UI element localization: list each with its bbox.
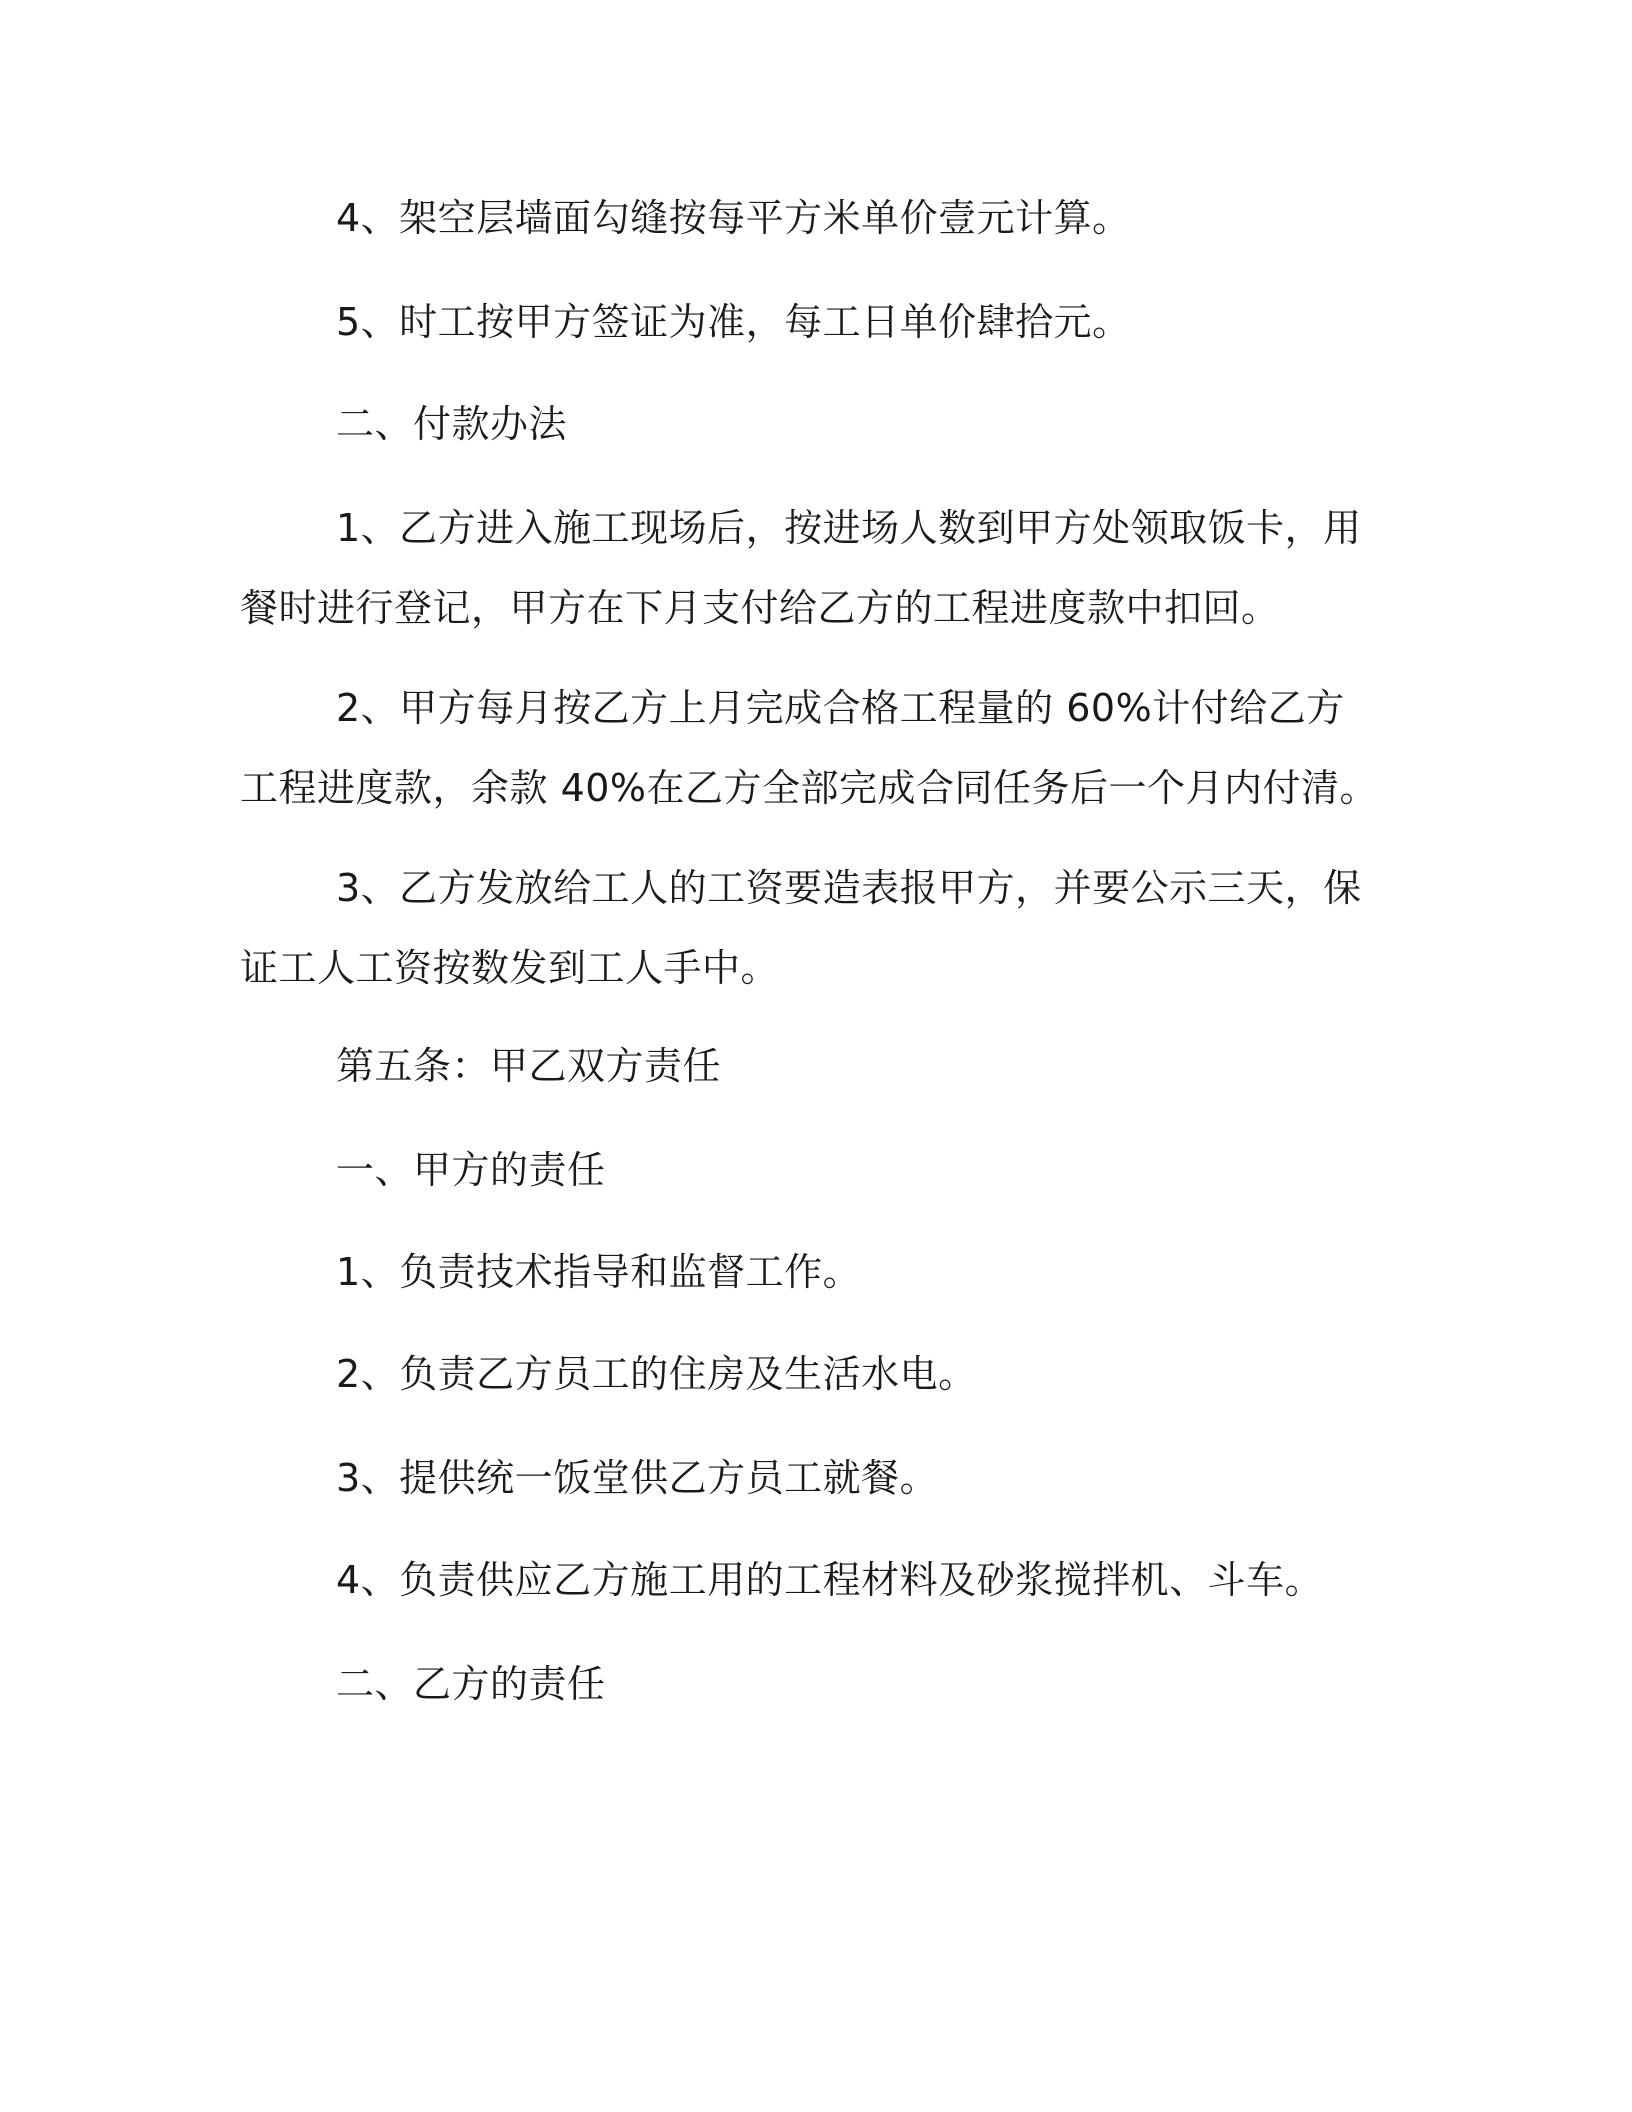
section-heading-payment-method: 二、付款办法 [336,402,568,446]
paragraph-payment-2: 2、甲方每月按乙方上月完成合格工程量的 60%计付给乙方工程进度款，余款 40%在乙方全部完成合同任务后一个月内付清。 [240,686,1379,810]
section-heading-party-b: 二、乙方的责任 [336,1662,606,1706]
paragraph-party-a-2: 2、负责乙方员工的住房及生活水电。 [336,1352,977,1396]
paragraph-item-5-hourly-work: 5、时工按甲方签证为准，每工日单价肆拾元。 [336,300,1131,344]
paragraph-payment-1: 1、乙方进入施工现场后，按进场人数到甲方处领取饭卡，用餐时进行登记，甲方在下月支付给乙方的工程进度款中扣回。 [240,506,1362,630]
paragraph-payment-3: 3、乙方发放给工人的工资要造表报甲方，并要公示三天，保证工人工资按数发到工人手中。 [240,866,1362,990]
section-heading-party-a: 一、甲方的责任 [336,1148,606,1192]
paragraph-party-a-1: 1、负责技术指导和监督工作。 [336,1250,862,1294]
paragraph-party-a-4: 4、负责供应乙方施工用的工程材料及砂浆搅拌机、斗车。 [336,1558,1324,1602]
article-heading-responsibilities: 第五条：甲乙双方责任 [336,1044,722,1088]
paragraph-item-4-pointing: 4、架空层墙面勾缝按每平方米单价壹元计算。 [336,196,1131,240]
paragraph-party-a-3: 3、提供统一饭堂供乙方员工就餐。 [336,1456,939,1500]
